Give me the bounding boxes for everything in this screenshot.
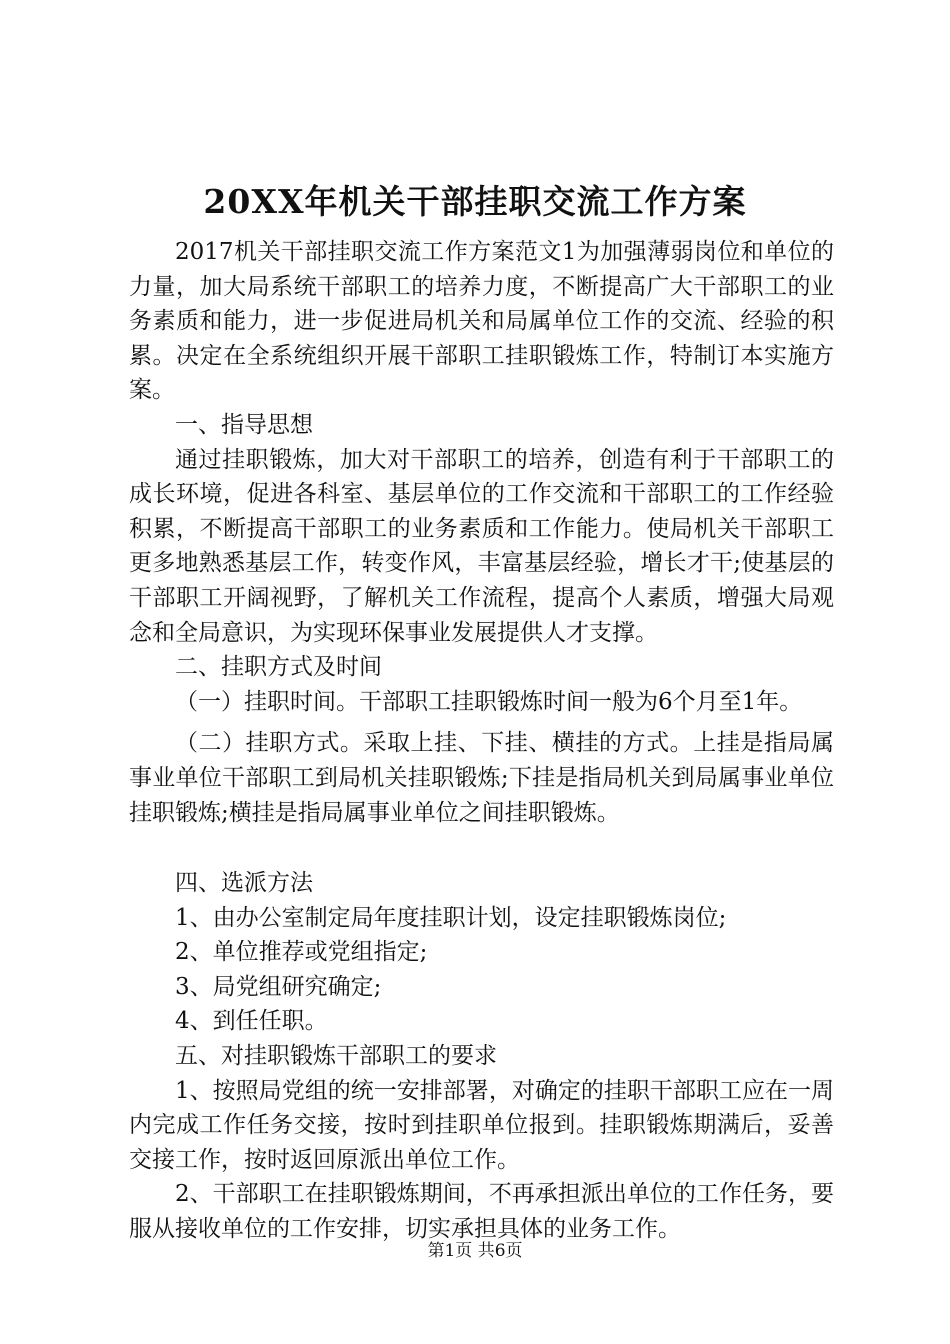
list-item-selection-4: 4、到任任职。	[175, 1008, 328, 1035]
section-heading-guiding-ideology: 一、指导思想	[175, 411, 313, 438]
page-number-footer: 第1页 共6页	[427, 1241, 523, 1261]
document-body	[129, 235, 834, 1247]
section-heading-selection: 四、选派方法	[175, 870, 313, 897]
paragraph-duration: （一）挂职时间。干部职工挂职锻炼时间一般为6个月至1年。	[175, 688, 803, 715]
paragraph-requirement-1: 1、按照局党组的统一安排部署，对确定的挂职干部职工应在一周内完成工作任务交接，按时到挂职单位报到。挂职锻炼期满后，妥善交接工作，按时返回原派出单位工作。	[129, 1077, 834, 1173]
list-item-selection-1: 1、由办公室制定局年度挂职计划，设定挂职锻炼岗位;	[175, 904, 727, 931]
paragraph-intro: 2017机关干部挂职交流工作方案范文1为加强薄弱岗位和单位的力量，加大局系统干部职工的培养力度，不断提高广大干部职工的业务素质和能力，进一步促进局机关和局属单位工作的交流、经验的积累。决定在全系统组织开展干部职工挂职锻炼工作，特制订本实施方案。	[129, 239, 834, 404]
list-item-selection-3: 3、局党组研究确定;	[175, 973, 382, 1000]
section-heading-method-and-time: 二、挂职方式及时间	[175, 654, 382, 681]
document-title: 20XX年机关干部挂职交流工作方案	[203, 182, 747, 221]
paragraph-method: （二）挂职方式。采取上挂、下挂、横挂的方式。上挂是指局属事业单位干部职工到局机关挂职锻炼;下挂是指局机关到局属事业单位挂职锻炼;横挂是指局属事业单位之间挂职锻炼。	[129, 730, 834, 826]
list-item-selection-2: 2、单位推荐或党组指定;	[175, 939, 428, 966]
paragraph-guiding-ideology: 通过挂职锻炼，加大对干部职工的培养，创造有利于干部职工的成长环境，促进各科室、基层单位的工作交流和干部职工的工作经验积累，不断提高干部职工的业务素质和工作能力。使局机关干部职工更多地熟悉基层工作，转变作风，丰富基层经验，增长才干;使基层的干部职工开阔视野，了解机关工作流程，提高个人素质，增强大局观念和全局意识，为实现环保事业发展提供人才支撑。	[129, 446, 834, 646]
section-heading-requirements: 五、对挂职锻炼干部职工的要求	[175, 1043, 497, 1070]
paragraph-requirement-2: 2、干部职工在挂职锻炼期间，不再承担派出单位的工作任务，要服从接收单位的工作安排，切实承担具体的业务工作。	[129, 1181, 834, 1243]
